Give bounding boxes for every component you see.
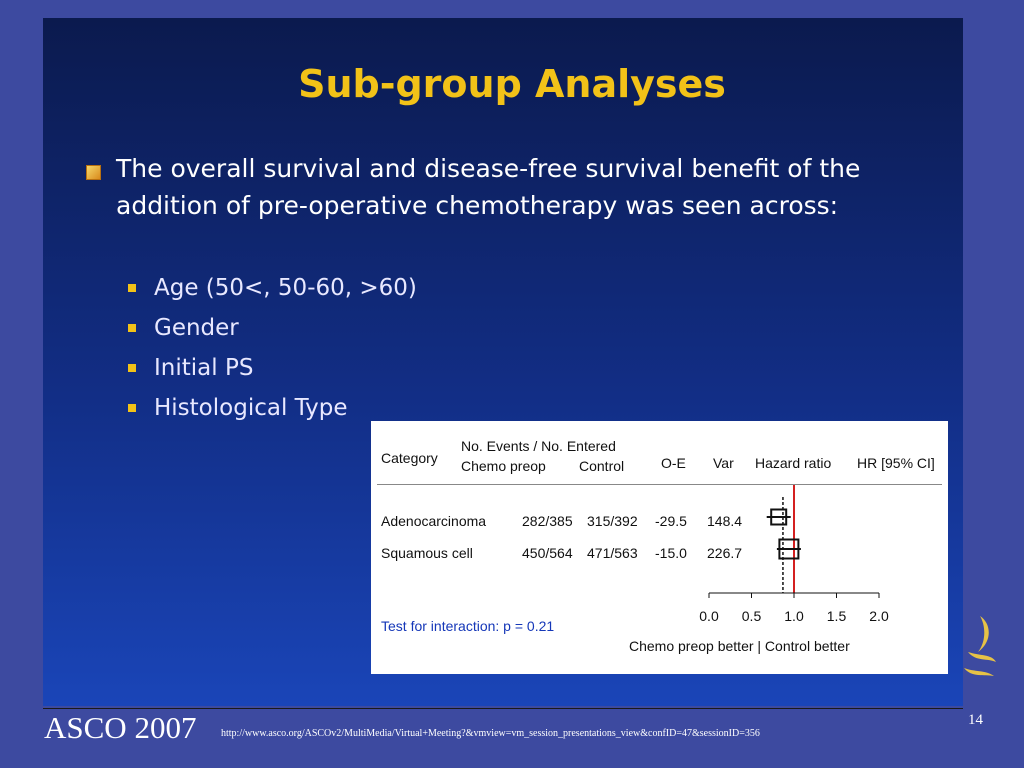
interaction-test: Test for interaction: p = 0.21 xyxy=(381,618,555,634)
axis-tick-label: 1.5 xyxy=(826,608,847,624)
axis-tick-label: 1.0 xyxy=(784,608,804,624)
row-category: Squamous cell xyxy=(381,545,473,561)
bullet-dot-icon xyxy=(128,404,136,412)
forest-plot-graphic xyxy=(371,421,948,674)
bullet-dot-icon xyxy=(128,324,136,332)
slide-title: Sub-group Analyses xyxy=(298,62,726,106)
row-oe: -15.0 xyxy=(655,545,687,561)
row-var: 226.7 xyxy=(707,545,743,561)
main-bullet-text: The overall survival and disease-free survival benefit of the addition of pre-operative chemotherapy was seen across: xyxy=(116,154,861,220)
sub-bullet-item: Initial PS xyxy=(128,348,417,388)
header-events: No. Events / No. Entered xyxy=(461,438,616,454)
row-chemo: 450/564 xyxy=(522,545,573,561)
row-control: 471/563 xyxy=(587,545,638,561)
sub-bullet-item: Age (50<, 50-60, >60) xyxy=(128,268,417,308)
row-category: Adenocarcinoma xyxy=(381,513,487,529)
page-number: 14 xyxy=(968,712,983,728)
sub-bullet-item: Gender xyxy=(128,308,417,348)
header-category: Category xyxy=(381,450,438,466)
sub-bullet-list xyxy=(128,268,417,428)
main-bullet xyxy=(86,150,886,224)
conference-label: ASCO 2007 xyxy=(44,710,197,745)
logo-icon xyxy=(958,612,998,682)
header-var: Var xyxy=(713,455,734,471)
axis-tick-label: 2.0 xyxy=(869,608,889,624)
row-var: 148.4 xyxy=(707,513,743,529)
bullet-dot-icon xyxy=(128,364,136,372)
header-chemo: Chemo preop xyxy=(461,458,546,474)
row-control: 315/392 xyxy=(587,513,638,529)
header-hazard-ratio: Hazard ratio xyxy=(755,455,832,471)
forest-plot-table xyxy=(371,421,948,674)
header-control: Control xyxy=(579,458,625,474)
source-url: http://www.asco.org/ASCOv2/MultiMedia/Virtual+Meeting?&vmview=vm_session_presentations_view&confID=47&sessionID=356 xyxy=(221,728,760,739)
axis-tick-label: 0.0 xyxy=(699,608,719,624)
footer-divider xyxy=(43,708,963,709)
bullet-dot-icon xyxy=(128,284,136,292)
axis-tick-label: 0.5 xyxy=(741,608,762,624)
header-oe: O-E xyxy=(661,455,686,471)
better-label: Chemo preop better | Control better xyxy=(629,638,850,654)
sub-bullet-item: Histological Type xyxy=(128,388,417,428)
row-chemo: 282/385 xyxy=(522,513,573,529)
header-hr-ci: HR [95% CI] xyxy=(857,455,935,471)
bullet-square-icon xyxy=(86,165,101,180)
row-oe: -29.5 xyxy=(655,513,687,529)
